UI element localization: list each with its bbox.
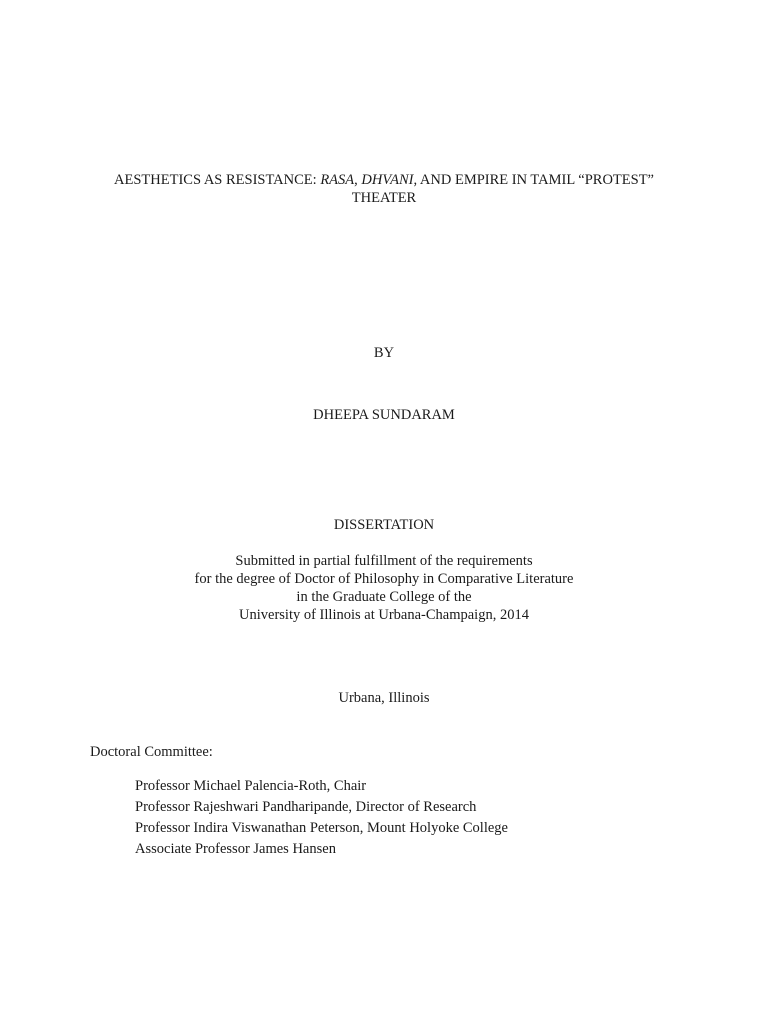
location: Urbana, Illinois [338,690,430,706]
dissertation-title-line-1 [0,171,768,189]
title-comma: , [354,172,362,188]
title-dhvani: DHVANI [361,172,414,188]
by-label: BY [373,345,395,361]
submission-line-2: for the degree of Doctor of Philosophy in Comparative Literature [194,571,574,587]
dissertation-title-line-2: THEATER [351,190,417,206]
committee-member: Associate Professor James Hansen [135,841,336,857]
submission-line-1: Submitted in partial fulfillment of the requirements [235,553,533,569]
title-part-1: AESTHETICS AS RESISTANCE: [114,172,321,188]
title-part-2: , AND EMPIRE IN TAMIL “PROTEST” [413,172,654,188]
committee-member: Professor Michael Palencia-Roth, Chair [135,778,367,794]
committee-heading: Doctoral Committee: [90,744,213,760]
submission-line-4: University of Illinois at Urbana-Champaign, 2014 [239,607,529,623]
committee-member: Professor Rajeshwari Pandharipande, Director of Research [135,799,477,815]
title-rasa: RASA [320,172,355,188]
submission-line-3: in the Graduate College of the [296,589,472,605]
author-name: DHEEPA SUNDARAM [313,407,455,423]
document-type: DISSERTATION [333,517,435,533]
committee-member: Professor Indira Viswanathan Peterson, Mount Holyoke College [135,820,508,836]
